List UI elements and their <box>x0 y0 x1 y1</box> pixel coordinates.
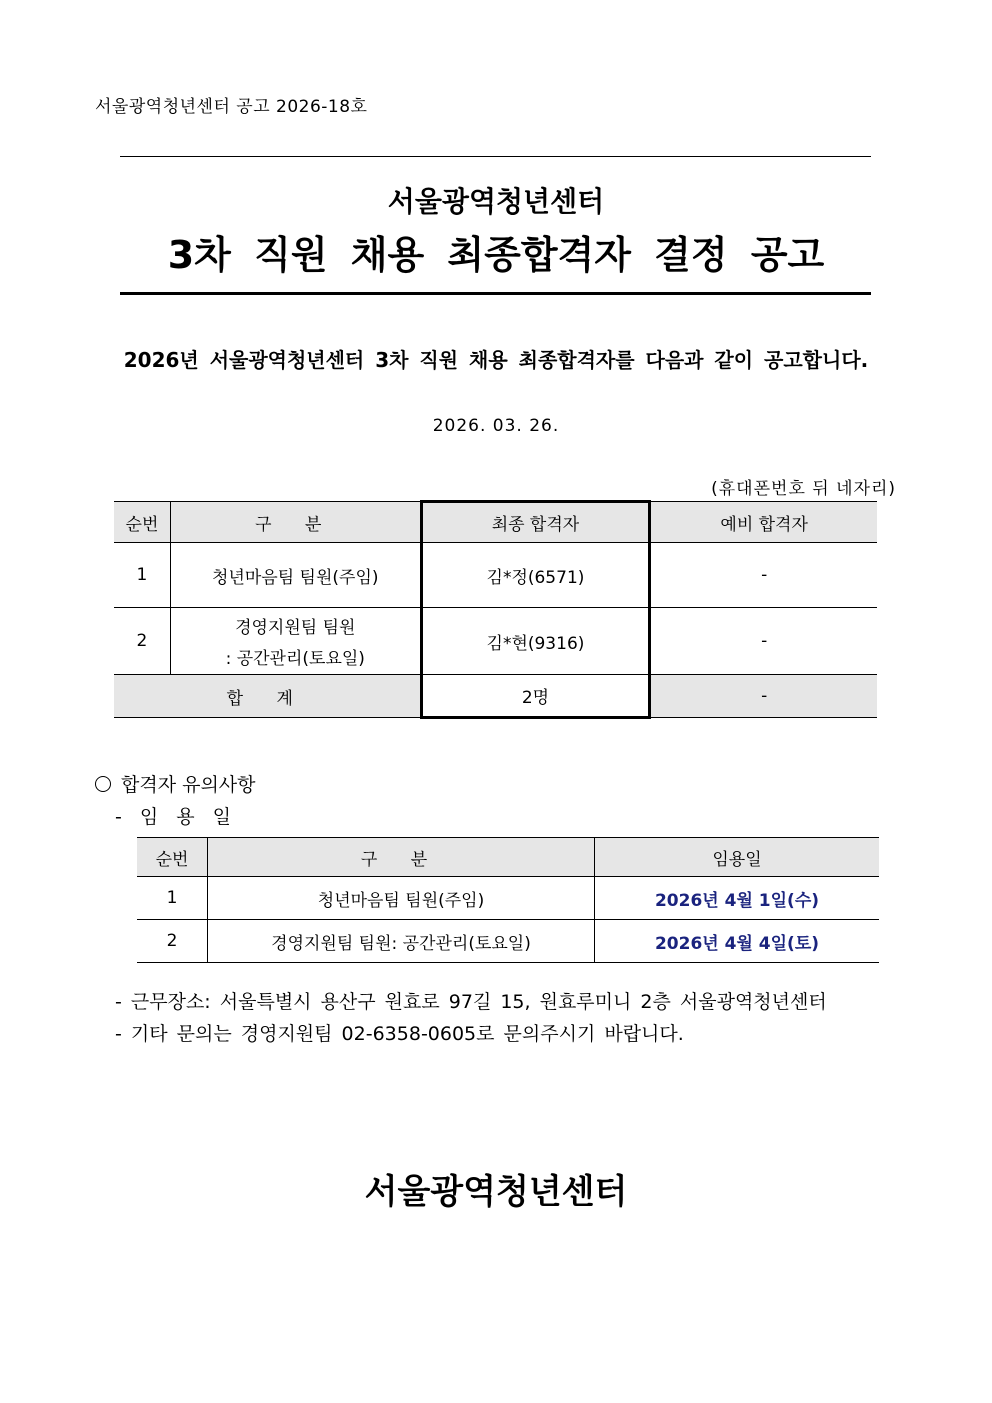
contact-note: - 기타 문의는 경영지원팀 02-6358-0605로 문의주시기 바랍니다. <box>115 1023 684 1045</box>
workplace-note: - 근무장소: 서울특별시 용산구 원효로 97길 15, 원효루미니 2층 서울광역청년센터 <box>115 991 827 1013</box>
table-row <box>137 877 879 920</box>
top-divider <box>120 156 871 157</box>
row-category-line1: 경영지원팀 팀원 <box>235 618 356 638</box>
row-no: 2 <box>114 608 170 675</box>
row-category-line2: : 공간관리(토요일) <box>225 649 365 669</box>
appointment-subheading: - 임 용 일 <box>115 806 238 828</box>
total-final: 2명 <box>421 675 650 718</box>
table-row <box>114 543 877 608</box>
appoint-category: 경영지원팀 팀원: 공간관리(토요일) <box>208 920 595 963</box>
header-reserve: 예비 합격자 <box>650 502 877 543</box>
row-reserve: - <box>650 543 877 608</box>
title-divider <box>120 292 871 295</box>
notice-number: 서울광역청년센터 공고 2026-18호 <box>95 97 368 117</box>
appoint-date: 2026년 4월 4일(토) <box>595 920 880 963</box>
table-row <box>137 920 879 963</box>
total-label: 합 계 <box>226 688 307 709</box>
row-final: 김*정(6571) <box>421 543 650 608</box>
appoint-header-category <box>208 838 595 877</box>
header-no: 순번 <box>114 502 170 543</box>
appoint-date: 2026년 4월 1일(수) <box>595 877 880 920</box>
row-final: 김*현(9316) <box>421 608 650 675</box>
appoint-header-no: 순번 <box>137 838 208 877</box>
row-no: 1 <box>114 543 170 608</box>
appoint-no: 2 <box>137 920 208 963</box>
intro-text: 2026년 서울광역청년센터 3차 직원 채용 최종합격자를 다음과 같이 공고합니다. <box>123 348 869 372</box>
circle-bullet-icon <box>95 776 111 792</box>
appointment-table <box>137 837 879 963</box>
notes-heading <box>95 770 256 797</box>
total-row <box>114 675 877 718</box>
result-table <box>114 500 877 719</box>
total-reserve: - <box>650 675 877 718</box>
result-header-row <box>114 502 877 543</box>
header-final: 최종 합격자 <box>421 502 650 543</box>
appoint-header-date: 임용일 <box>595 838 880 877</box>
header-category-label: 구 분 <box>255 514 336 535</box>
footer-org-name: 서울광역청년센터 <box>364 1172 628 1212</box>
table-row <box>114 608 877 675</box>
row-reserve: - <box>650 608 877 675</box>
appointment-header-row <box>137 838 879 877</box>
row-category <box>170 608 421 675</box>
appoint-category: 청년마음팀 팀원(주임) <box>208 877 595 920</box>
notice-date: 2026. 03. 26. <box>432 416 560 436</box>
header-category <box>170 502 421 543</box>
phone-note: (휴대폰번호 뒤 네자리) <box>711 479 896 499</box>
appoint-no: 1 <box>137 877 208 920</box>
notes-heading-label: 합격자 유의사항 <box>121 774 256 796</box>
org-title: 서울광역청년센터 <box>387 185 605 218</box>
appoint-header-category-label: 구 분 <box>360 849 442 870</box>
total-label-cell <box>114 675 421 718</box>
row-category: 청년마음팀 팀원(주임) <box>170 543 421 608</box>
page-title: 3차 직원 채용 최종합격자 결정 공고 <box>167 233 825 277</box>
